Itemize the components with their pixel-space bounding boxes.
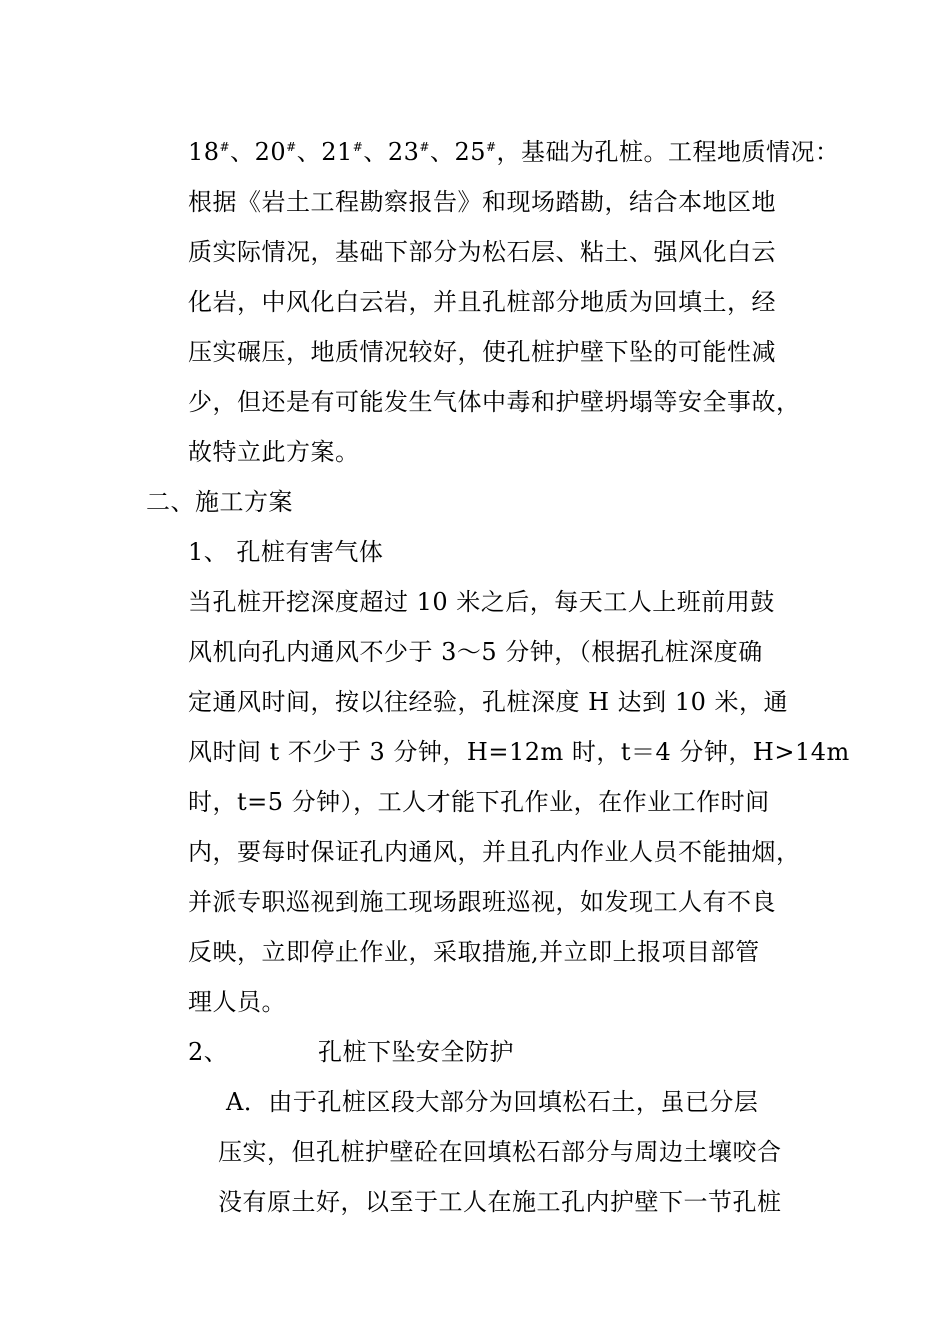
section-heading: 二、施工方案 (146, 488, 293, 516)
paragraph-line: 化岩，中风化白云岩，并且孔桩部分地质为回填土，经 (188, 288, 776, 316)
separator: 、 (230, 138, 255, 166)
pile-number-line (188, 136, 840, 168)
item-number: 2、 (188, 1038, 229, 1066)
paragraph-line: 反映，立即停止作业，采取措施,并立即上报项目部管 (188, 938, 760, 966)
paragraph-line: A．由于孔桩区段大部分为回填松石土，虽已分层 (226, 1088, 759, 1116)
paragraph-line: 当孔桩开挖深度超过 10 米之后，每天工人上班前用鼓 (188, 588, 775, 616)
paragraph-line: 风机向孔内通风不少于 3～5 分钟，（根据孔桩深度确 (188, 638, 763, 666)
paragraph-line: 没有原土好，以至于工人在施工孔内护壁下一节孔桩 (218, 1188, 782, 1216)
pile-number: 23# (387, 138, 430, 166)
paragraph-line: 内，要每时保证孔内通风，并且孔内作业人员不能抽烟， (188, 838, 801, 866)
pile-number: 25# (454, 138, 497, 166)
line-tail: ，基础为孔桩。工程地质情况： (496, 138, 840, 166)
pile-number: 18# (188, 138, 231, 166)
separator: 、 (296, 138, 322, 166)
paragraph-line: 少，但还是有可能发生气体中毒和护壁坍塌等安全事故， (188, 388, 801, 416)
item-heading: 1、 孔桩有害气体 (188, 538, 384, 566)
separator: 、 (429, 138, 455, 166)
paragraph-line: 并派专职巡视到施工现场跟班巡视，如发现工人有不良 (188, 888, 776, 916)
pile-number: 21# (321, 138, 364, 166)
paragraph-line: 质实际情况，基础下部分为松石层、粘土、强风化白云 (188, 238, 776, 266)
paragraph-line: 压实，但孔桩护壁砼在回填松石部分与周边土壤咬合 (218, 1138, 782, 1166)
paragraph-line: 风时间 t 不少于 3 分钟，H=12m 时，t＝4 分钟，H>14m (188, 738, 850, 766)
paragraph-line: 时，t=5 分钟），工人才能下孔作业，在作业工作时间 (188, 788, 770, 816)
paragraph-line: 压实碾压，地质情况较好，使孔桩护壁下坠的可能性减 (188, 338, 776, 366)
separator: 、 (363, 138, 388, 166)
item-heading: 孔桩下坠安全防护 (318, 1038, 514, 1066)
paragraph-line: 理人员。 (188, 988, 286, 1016)
paragraph-line: 根据《岩土工程勘察报告》和现场踏勘，结合本地区地 (188, 188, 776, 216)
paragraph-line: 定通风时间，按以往经验，孔桩深度 H 达到 10 米，通 (188, 688, 788, 716)
paragraph-line: 故特立此方案。 (188, 438, 360, 466)
pile-number: 20# (254, 138, 297, 166)
